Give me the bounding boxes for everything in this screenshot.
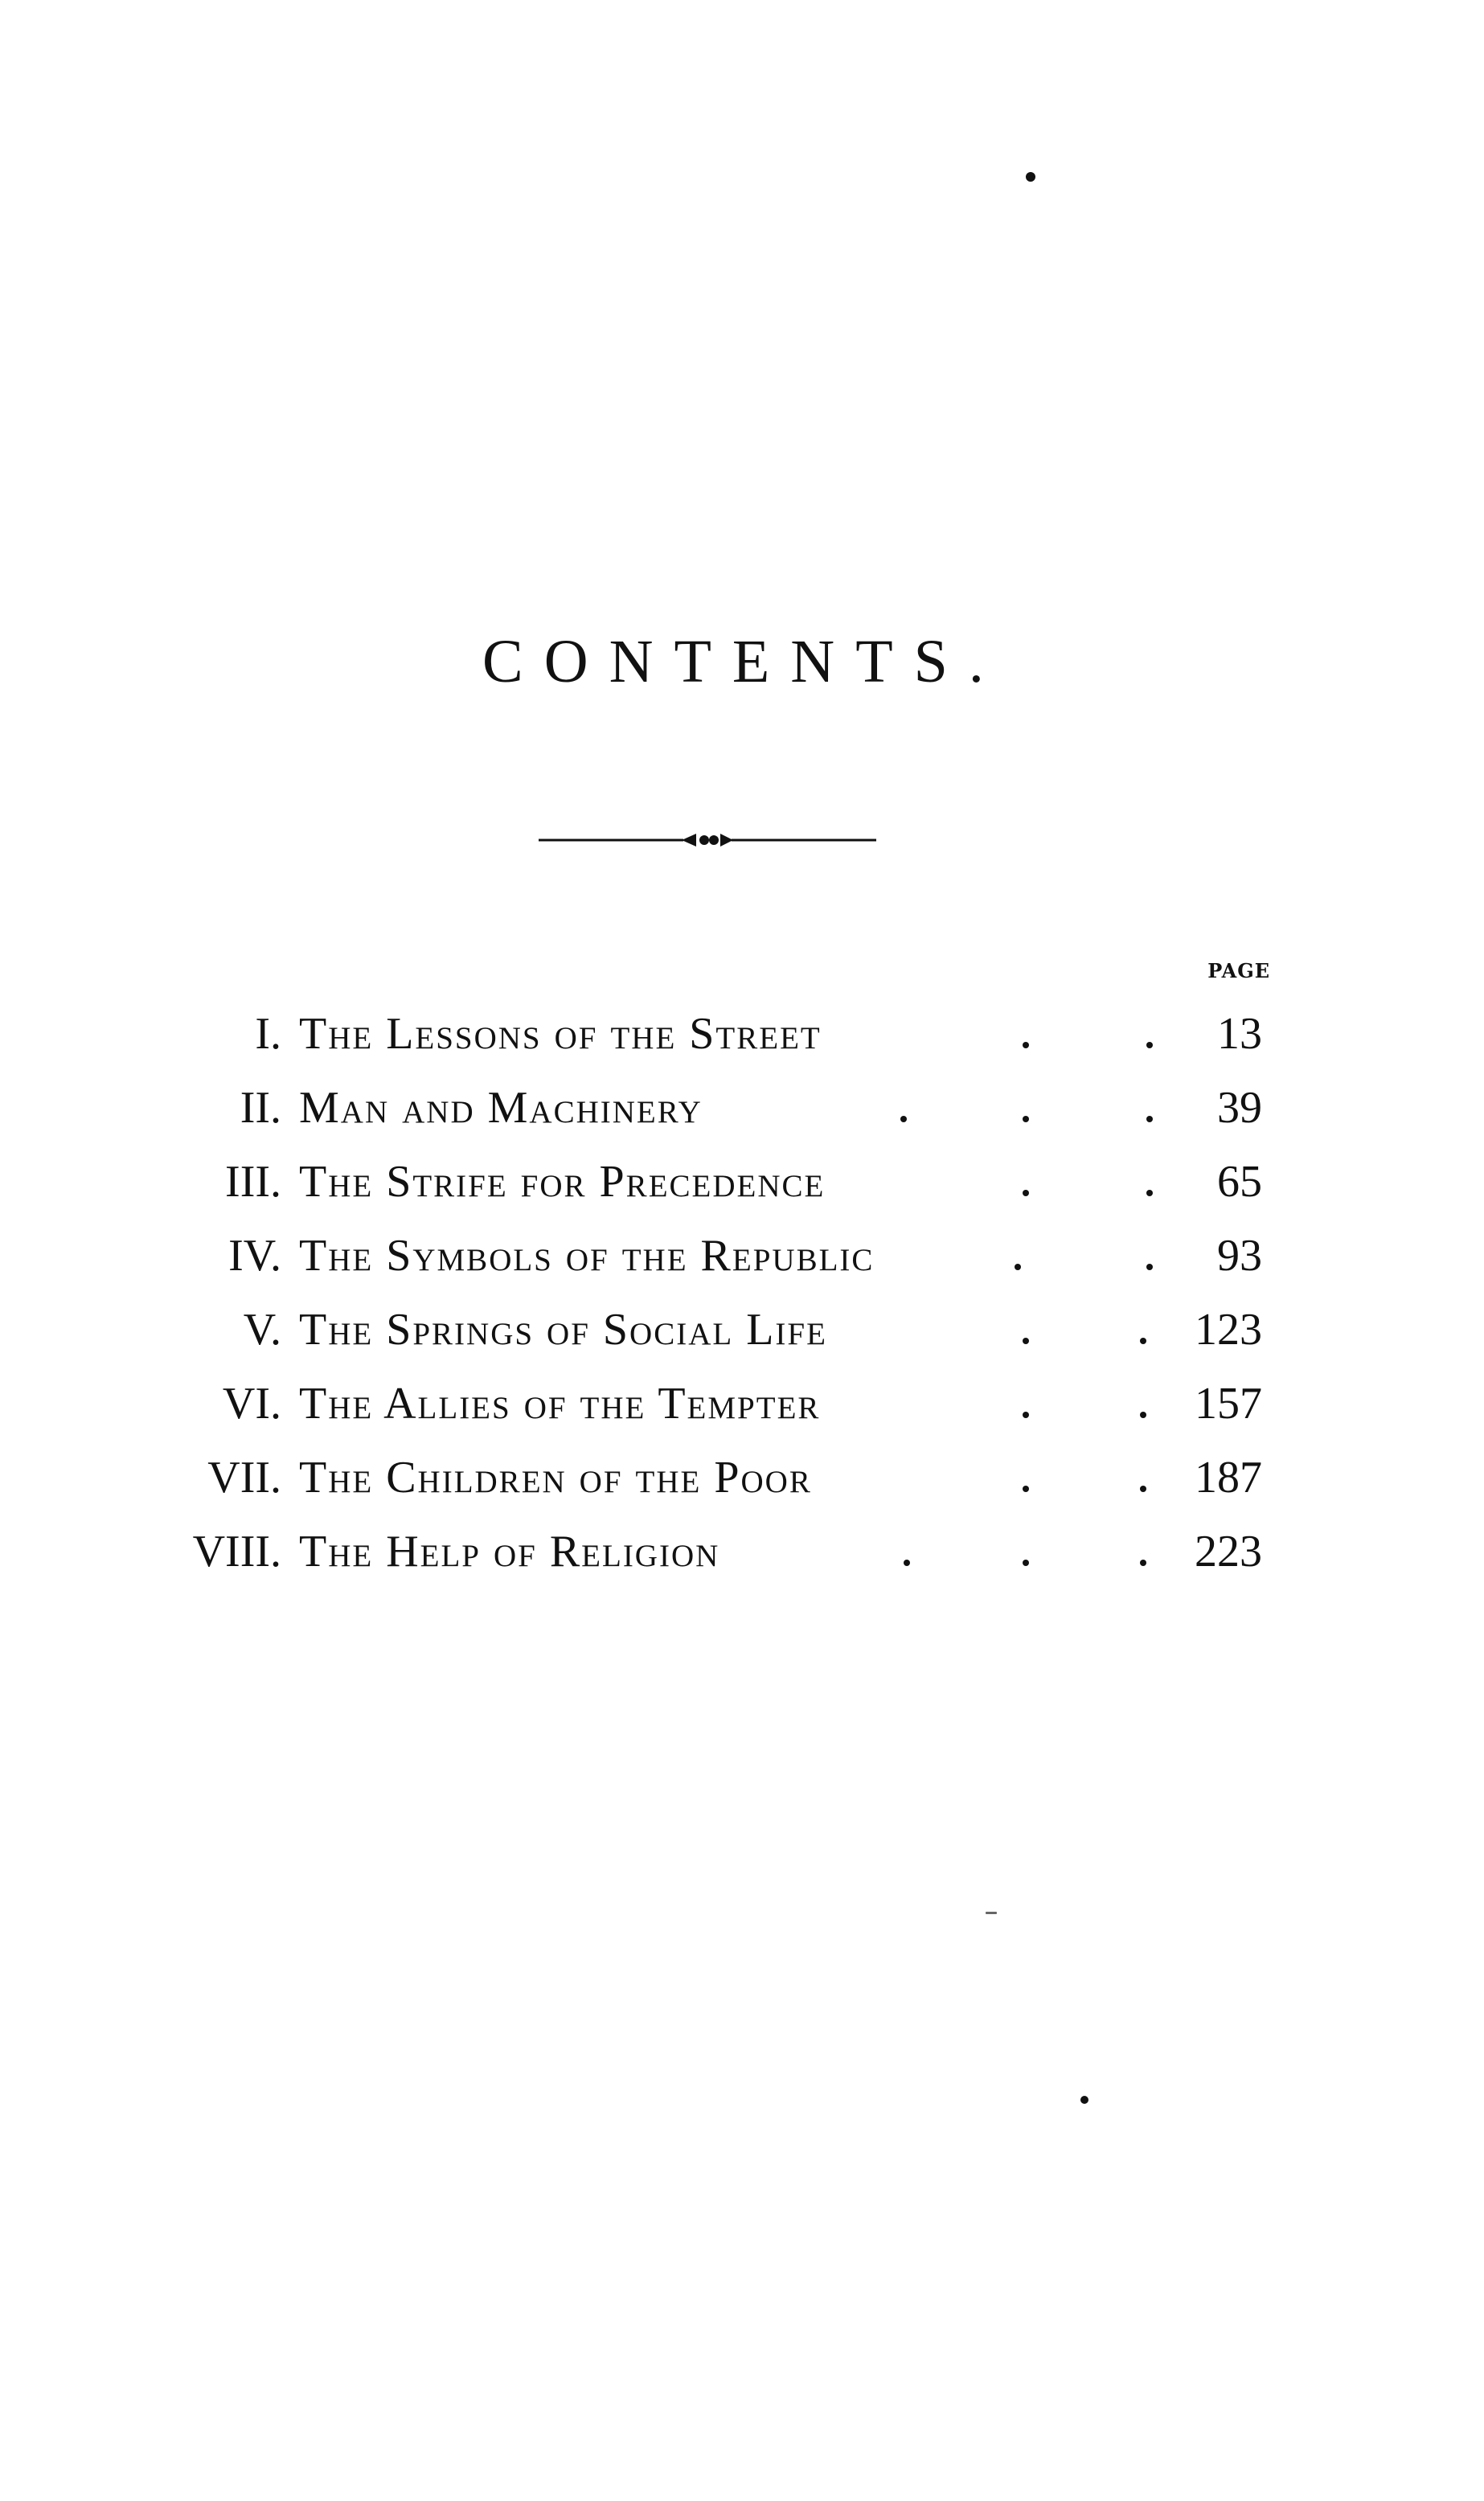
leader-dot (1146, 1042, 1153, 1048)
leader-dot (1146, 1190, 1153, 1196)
chapter-title: The Springs of Social Life (299, 1305, 827, 1355)
toc-entry[interactable] (0, 1293, 1484, 1367)
chapter-title: The Help of Religion (299, 1527, 720, 1576)
chapter-numeral: IV. (228, 1231, 281, 1281)
ink-mark (986, 1912, 997, 1914)
chapter-numeral: VI. (222, 1379, 281, 1429)
leader-dot (904, 1560, 910, 1566)
leader-dot (1023, 1116, 1029, 1122)
chapter-title: The Symbols of the Republic (299, 1231, 875, 1281)
ornament-divider-icon (539, 828, 876, 852)
toc-entry[interactable] (0, 1441, 1484, 1515)
chapter-numeral: II. (240, 1083, 281, 1133)
chapter-numeral: VIII. (192, 1527, 281, 1576)
leader-dot (1146, 1264, 1153, 1270)
toc-entry[interactable] (0, 1071, 1484, 1145)
chapter-numeral: VII. (207, 1453, 281, 1503)
leader-dot (1146, 1116, 1153, 1122)
leader-dot (1023, 1042, 1029, 1048)
leader-dot (1140, 1486, 1146, 1492)
chapter-numeral: I. (255, 1009, 281, 1059)
chapter-title: Man and Machinery (299, 1083, 703, 1133)
toc-entry[interactable] (0, 1367, 1484, 1441)
leader-dot (1023, 1190, 1029, 1196)
chapter-title: The Children of the Poor (299, 1453, 812, 1503)
page-title: CONTENTS. (482, 628, 1005, 695)
page-number: 65 (1217, 1157, 1262, 1207)
leader-dot (900, 1116, 907, 1122)
page-number: 123 (1195, 1305, 1262, 1355)
leader-dot (1023, 1560, 1029, 1566)
leader-dot (1015, 1264, 1021, 1270)
ink-speck (1080, 2096, 1088, 2104)
toc-entry[interactable] (0, 997, 1484, 1071)
toc-entry[interactable] (0, 1145, 1484, 1219)
page-column-header: PAGE (1207, 959, 1270, 982)
page-number: 157 (1195, 1379, 1262, 1429)
page-number: 13 (1217, 1009, 1262, 1059)
toc-entry[interactable] (0, 1515, 1484, 1589)
page-number: 39 (1217, 1083, 1262, 1133)
page-number: 223 (1195, 1527, 1262, 1576)
leader-dot (1140, 1412, 1146, 1418)
page-number: 93 (1217, 1231, 1262, 1281)
leader-dot (1023, 1486, 1029, 1492)
chapter-numeral: III. (225, 1157, 281, 1207)
chapter-title: The Strife for Precedence (299, 1157, 826, 1207)
chapter-title: The Allies of the Tempter (299, 1379, 821, 1429)
chapter-numeral: V. (243, 1305, 281, 1355)
page-number: 187 (1195, 1453, 1262, 1503)
toc-entry[interactable] (0, 1219, 1484, 1293)
leader-dot (1023, 1338, 1029, 1344)
ink-speck (1026, 172, 1035, 182)
chapter-title: The Lessons of the Street (299, 1009, 822, 1059)
leader-dot (1140, 1560, 1146, 1566)
leader-dot (1023, 1412, 1029, 1418)
leader-dot (1140, 1338, 1146, 1344)
